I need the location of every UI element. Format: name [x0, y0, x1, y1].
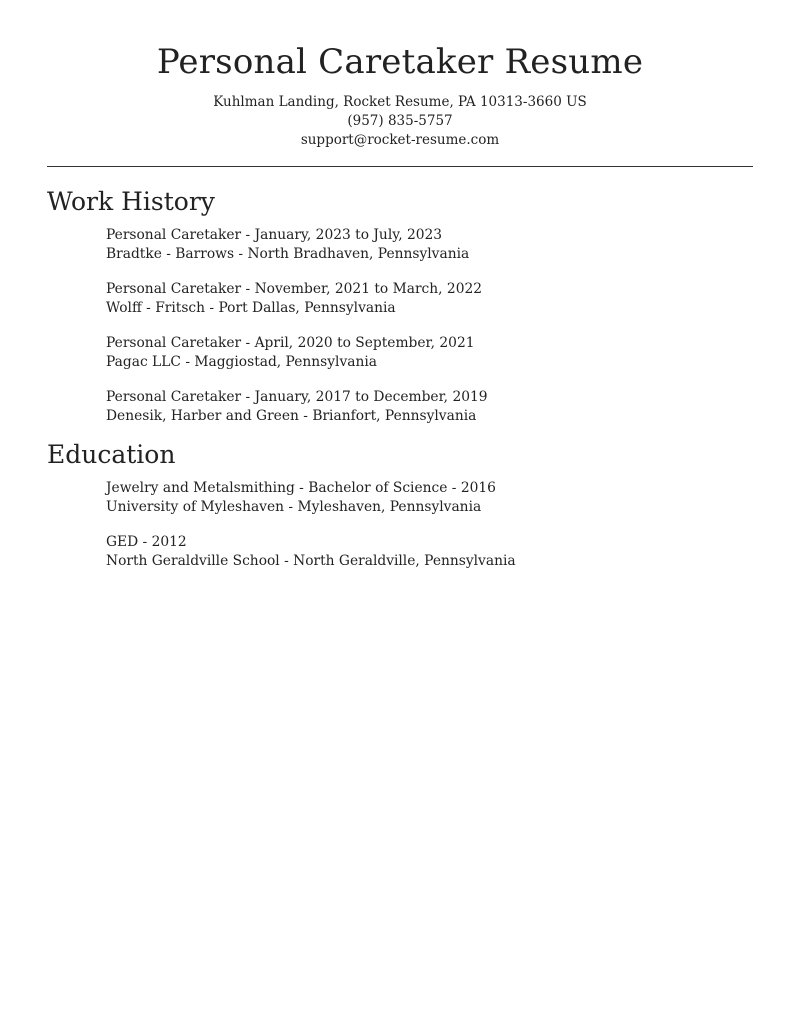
- work-entry: [106, 226, 753, 264]
- education-heading: Education: [47, 440, 176, 469]
- work-history-section: [47, 185, 753, 426]
- work-company-location: Wolff - Fritsch - Port Dallas, Pennsylvania: [106, 300, 396, 316]
- education-entry: [106, 479, 753, 517]
- education-school-location: University of Myleshaven - Myleshaven, Pennsylvania: [106, 499, 482, 515]
- education-degree-year: GED - 2012: [106, 534, 187, 550]
- resume-title: Personal Caretaker Resume: [156, 42, 644, 82]
- contact-email: support@rocket-resume.com: [300, 132, 500, 148]
- work-entry: [106, 280, 753, 318]
- resume-header: [47, 0, 753, 150]
- education-entry: [106, 533, 753, 571]
- work-role-dates: Personal Caretaker - April, 2020 to September, 2021: [106, 335, 475, 351]
- work-role-dates: Personal Caretaker - January, 2017 to December, 2019: [106, 389, 488, 405]
- work-company-location: Pagac LLC - Maggiostad, Pennsylvania: [106, 354, 377, 370]
- work-history-list: [47, 226, 753, 426]
- header-divider: [47, 166, 753, 167]
- education-section: [47, 438, 753, 571]
- work-role-dates: Personal Caretaker - November, 2021 to March, 2022: [106, 281, 483, 297]
- education-list: [47, 479, 753, 571]
- work-history-heading: Work History: [47, 187, 215, 216]
- contact-block: [47, 93, 753, 150]
- education-degree-year: Jewelry and Metalsmithing - Bachelor of Science - 2016: [106, 480, 496, 496]
- education-school-location: North Geraldville School - North Geraldville, Pennsylvania: [106, 553, 516, 569]
- work-entry: [106, 334, 753, 372]
- work-entry: [106, 388, 753, 426]
- work-company-location: Bradtke - Barrows - North Bradhaven, Pennsylvania: [106, 246, 470, 262]
- work-role-dates: Personal Caretaker - January, 2023 to July, 2023: [106, 227, 443, 243]
- contact-phone: (957) 835-5757: [347, 113, 453, 129]
- work-company-location: Denesik, Harber and Green - Brianfort, Pennsylvania: [106, 408, 477, 424]
- contact-address: Kuhlman Landing, Rocket Resume, PA 10313-3660 US: [213, 94, 587, 110]
